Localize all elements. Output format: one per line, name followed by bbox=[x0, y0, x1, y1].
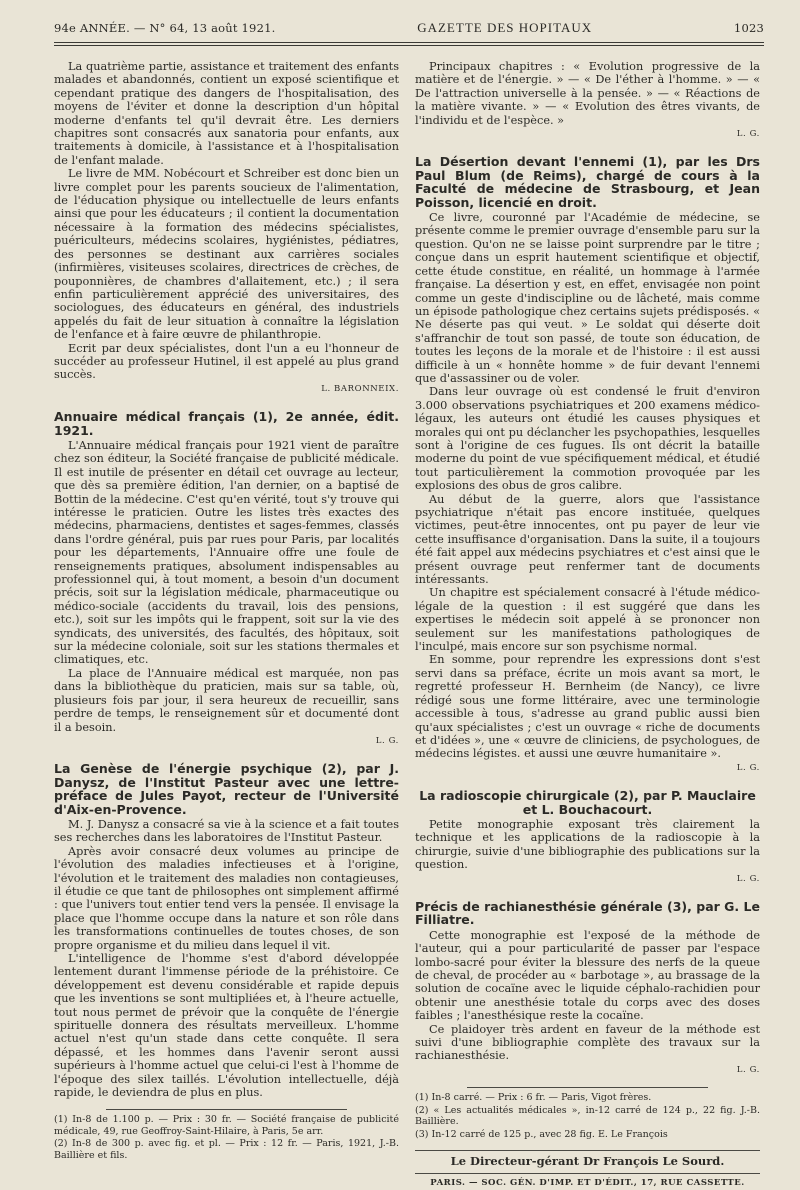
section-heading: La Désertion devant l'ennemi (1), par les Drs Paul Blum (de Reims), chargé de cours à la Faculté de médecine de Strasbourg, et Jean Poisson, licencié en droit. bbox=[415, 154, 760, 210]
paragraph: M. J. Danysz a consacré sa vie à la science et a fait toutes ses recherches dans les laboratoires de l'Institut Pasteur. bbox=[54, 817, 399, 845]
footnotes bbox=[415, 1092, 760, 1140]
signature: L. G. bbox=[736, 762, 760, 773]
signature: L. G. bbox=[736, 873, 760, 884]
paragraph: Le livre de MM. Nobécourt et Schreiber est donc bien un livre complet pour les parents soucieux de l'alimentation, de l'éducation physique ou intellectuelle de leurs enfants ainsi que pour les éducateurs ; il contient la documentation nécessaire à la formation des médecins spécialistes, puériculteurs, médecins scolaires, hygiénistes, pédiatres, des personnes se destinant aux carrières sociales (infirmières, visiteuses scolaires, directrices de crèches, de pouponnières, de chambres d'allaitement, etc.) ; il sera enfin particulièrement apprécié des universitaires, des sociologues, des éducateurs en général, des industriels appelés du fait de leur situation à connaître la législation de l'enfance et à faire œuvre de philanthropie. bbox=[54, 167, 399, 342]
footnote-rule bbox=[106, 1109, 348, 1110]
signature: L. G. bbox=[736, 1064, 760, 1075]
paragraph: Après avoir consacré deux volumes au principe de l'évolution des maladies infectieuses et à l'origine, l'évolution et le traitement des maladies non contagieuses, il étudie ce que tant de philosophes ont simplement affirmé : que l'univers tout entier tend vers la pensée. Il envisage la place que l'homme occupe dans la nature et son rôle dans les transformations continuelles de toutes choses, de son propre organisme et du milieu dans lequel il vit. bbox=[54, 844, 399, 952]
paragraph: En somme, pour reprendre les expressions dont s'est servi dans sa préface, écrite un mois avant sa mort, le regretté professeur H. Bernheim (de Nancy), ce livre rédigé sous une forme littéraire, avec une terminologie accessible à tous, s'adresse au grand public aussi bien qu'aux spécialistes ; c'est un ouvrage « riche de documents et d'idées », une « œuvre de cliniciens, de psychologues, de médecins légistes. et aussi une œuvre humanitaire ». bbox=[415, 653, 760, 761]
heading-line: recteur de l'Université d'Aix-en-Provence. bbox=[54, 788, 399, 817]
signature: L. G. bbox=[375, 735, 399, 746]
paragraph: Ce plaidoyer très ardent en faveur de la méthode est suivi d'une bibliographie complète des travaux sur la rachianesthésie. bbox=[415, 1022, 760, 1063]
publisher-line: Le Directeur-gérant Dr François Le Sourd. bbox=[415, 1150, 760, 1168]
issue-info: 94e ANNÉE. — N° 64, 13 août 1921. bbox=[54, 21, 276, 35]
paragraph: La quatrième partie, assistance et traitement des enfants malades et abandonnés, contient un exposé scientifique et cependant pratique des dangers de l'hospitalisation, des moyens de l'éviter et donne la description d'un hôpital moderne d'enfants tel qu'il devrait être. Les derniers chapitres sont consacrés aux sanatoria pour enfants, aux traitements à domicile, à l'assistance et à l'hospitalisation de l'enfant malade. bbox=[54, 60, 399, 167]
paragraph: Petite monographie exposant très clairement la technique et les applications de la radioscopie à la chirurgie, suivie d'une bibliographie des publications sur la question. bbox=[415, 817, 760, 872]
signature: L. G. bbox=[736, 129, 760, 140]
footnote: (3) In-12 carré de 125 p., avec 28 fig. E. Le François bbox=[415, 1128, 668, 1140]
paragraph: Ce livre, couronné par l'Académie de médecine, se présente comme le premier ouvrage d'ensemble paru sur la question. Qu'on ne se laisse point surprendre par le titre ; conçue dans un esprit hautement scientifique et objectif, cette étude constitue, en réalité, un hommage à l'armée française. La désertion y est, en effet, envisagée non point comme un geste d'indiscipline ou de lâcheté, mais comme un épisode pathologique chez certains sujets prédisposés. « Ne déserte pas qui veut. » Le soldat qui déserte doit s'affranchir de tout son passé, de toute son éducation, de toutes les leçons de la morale et de l'histoire : il est aussi difficile à un « honnête homme » de fuir devant l'ennemi que d'assassiner ou de voler. bbox=[415, 211, 760, 385]
left-column bbox=[54, 60, 399, 1190]
paragraph: Principaux chapitres : « Evolution progressive de la matière et de l'énergie. » — « De l'éther à l'homme. » — « De l'attraction universelle à la pensée. » — « Réactions de la matière vivante. » — « Evolution des êtres vivants, de l'individu et de l'espèce. » bbox=[415, 60, 760, 127]
paragraph: Cette monographie est l'exposé de la méthode de l'auteur, qui a pour particularité de passer par l'espace lombo-sacré pour éviter la blessure des nerfs de la queue de cheval, de procéder au « barbotage », au brassage de la solution de cocaïne avec le liquide céphalo-rachidien pour obtenir une anesthésie totale du corps avec des doses faibles ; l'anesthésique reste la cocaïne. bbox=[415, 928, 760, 1023]
paragraph: Un chapitre est spécialement consacré à l'étude médico-légale de la question : il est suggéré que dans les expertises le médecin soit appelé à se prononcer non seulement sur les manifestations pathologiques de l'inculpé, mais encore sur son psychisme normal. bbox=[415, 586, 760, 654]
signature: L. BARONNEIX. bbox=[321, 383, 399, 394]
heading-line: La Genèse de l'énergie psychique (2), par J. Danysz, de l'Institut Pasteur avec une lettre-préface de Jules Payot, bbox=[54, 761, 399, 804]
header-rule bbox=[54, 42, 764, 46]
section-heading bbox=[54, 762, 399, 816]
paragraph: L'intelligence de l'homme s'est d'abord développée lentement durant l'immense période de la préhistoire. Ce développement est devenu considérable et rapide depuis que les inventions se sont multipliées et, à l'heure actuelle, tout nous permet de prévoir que la conquête de l'énergie spirituelle donnera des résultats merveilleux. L'homme actuel n'est qu'un stade dans cette conquête. Il sera dépassé, et les hommes dans l'avenir seront aussi supérieurs à l'homme actuel que celui-ci l'est à l'homme de l'époque des silex taillés. L'évolution intellectuelle, déjà rapide, le deviendra de plus en plus. bbox=[54, 952, 399, 1100]
page-number: 1023 bbox=[733, 21, 764, 35]
heading-line: et L. Bouchacourt. bbox=[522, 801, 653, 817]
footnote: (2) « Les actualités médicales », in-12 carré de 124 p., 22 fig. J.-B. Baillière. bbox=[415, 1104, 760, 1128]
printer-line: PARIS. — SOC. GÉN. D'IMP. ET D'ÉDIT., 17, RUE CASSETTE. bbox=[415, 1173, 760, 1190]
paragraph: Au début de la guerre, alors que l'assistance psychiatrique n'était pas encore instituée, quelques victimes, peut-être innocentes, ont pu payer de leur vie cette insuffisance d'organisation. Dans la suite, il a toujours été fait appel aux médecins psychiatres et c'est ainsi que le présent ouvrage peut renfermer tant de documents intéressants. bbox=[415, 492, 760, 587]
section-heading: Précis de rachianesthésie générale (3), par G. Le Filliatre. bbox=[415, 898, 760, 928]
footnote-rule bbox=[467, 1087, 709, 1088]
right-column bbox=[415, 60, 760, 1190]
journal-title: GAZETTE DES HOPITAUX bbox=[417, 20, 593, 35]
footnote: (2) In-8 de 300 p. avec fig. et pl. — Prix : 12 fr. — Paris, 1921, J.-B. Baillière et fils. bbox=[54, 1138, 399, 1161]
paragraph: Ecrit par deux spécialistes, dont l'un a eu l'honneur de succéder au professeur Hutinel, il est appelé au plus grand succès. bbox=[54, 341, 399, 382]
heading-line: La radioscopie chirurgicale (2), par P. Mauclaire bbox=[419, 788, 756, 804]
page-header bbox=[54, 20, 764, 36]
footnotes bbox=[54, 1114, 399, 1161]
text-columns bbox=[54, 60, 764, 1190]
paragraph: L'Annuaire médical français pour 1921 vient de paraître chez son éditeur, la Société française de publicité médicale. Il est inutile de présenter en détail cet ouvrage au lecteur, que dès sa première édition, l'an dernier, on a baptisé de Bottin de la médecine. C'est qu'en vérité, tout s'y trouve qui intéresse le praticien. Outre les listes très exactes des médecins, pharmaciens, dentistes et sages-femmes, classés dans l'ordre général, puis par rues pour Paris, par localités pour les départements, l'Annuaire offre une foule de renseignements pratiques, absolument indispensables au professionnel qui, à tout moment, a besoin d'un document précis, soit sur la législation médicale, pharmaceutique ou médico-sociale (accidents du travail, lois des pensions, etc.), soit sur les impôts qui le frappent, soit sur la vie des syndicats, des universités, des facultés, des hôpitaux, soit sur la médecine coloniale, soit sur les stations thermales et climatiques, etc. bbox=[54, 438, 399, 667]
section-heading: Annuaire médical français (1), 2e année, édit. 1921. bbox=[54, 409, 399, 438]
footnote: (1) In-8 de 1.100 p. — Prix : 30 fr. — Société française de publicité médicale, 49, rue Geoffroy-Saint-Hilaire, à Paris, 5e arr. bbox=[54, 1114, 399, 1137]
footnote: (1) In-8 carré. — Prix : 6 fr. — Paris, Vigot frères. bbox=[415, 1092, 652, 1104]
paragraph: Dans leur ouvrage où est condensé le fruit d'environ 3.000 observations psychiatriques et 200 examens médico-légaux, les auteurs ont étudié les causes physiques et morales qui ont pu déclancher les psychopathies, lesquelles sont à l'origine de ces fugues. Ils ont décrit la bataille moderne du point de vue spécifiquement médical, et étudié tout particulièrement la commotion provoquée par les explosions des obus de gros calibre. bbox=[415, 385, 760, 493]
paragraph: La place de l'Annuaire médical est marquée, non pas dans la bibliothèque du praticien, mais sur sa table, où, plusieurs fois par jour, il sera heureux de recueillir, sans perdre de temps, le renseignement sûr et documenté dont il a besoin. bbox=[54, 666, 399, 734]
section-heading bbox=[415, 789, 760, 816]
